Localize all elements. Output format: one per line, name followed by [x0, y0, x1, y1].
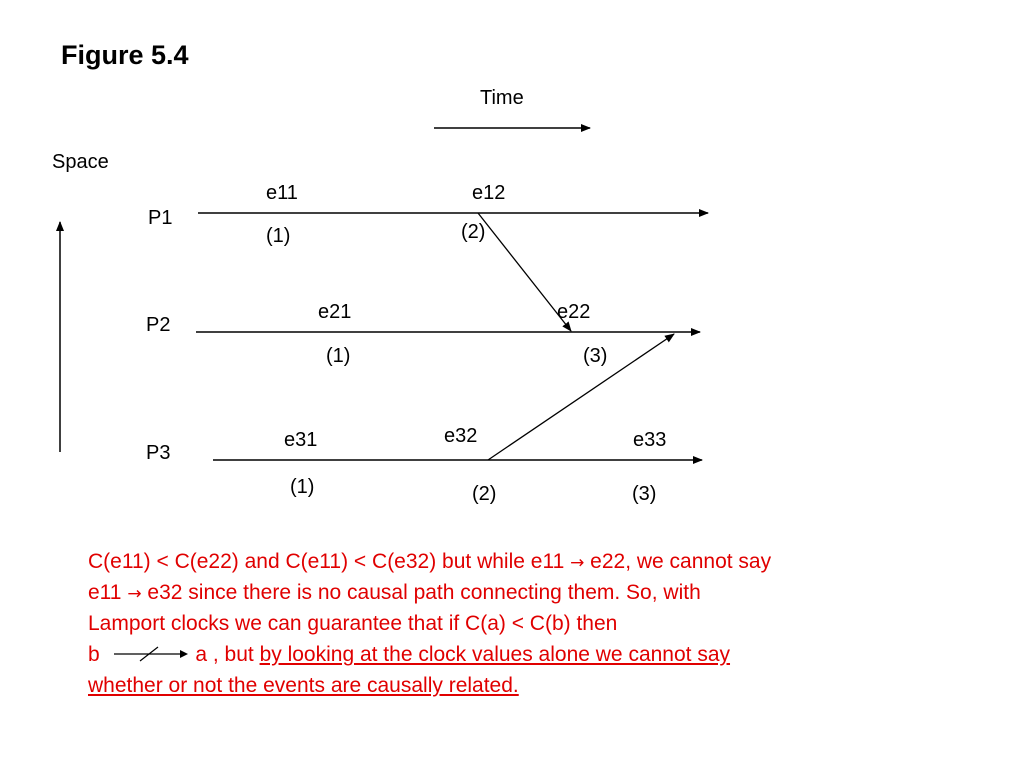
event-label-e31: e31 [284, 429, 318, 451]
explanation-caption [88, 546, 948, 701]
causal-arrow-icon: → [570, 553, 585, 573]
clock-value-e33: (3) [632, 483, 657, 505]
clock-value-e11: (1) [266, 225, 291, 247]
event-label-e33: e33 [633, 429, 667, 451]
time-axis-label: Time [480, 87, 524, 109]
clock-value-e32: (2) [472, 483, 497, 505]
clock-value-e12: (2) [461, 221, 486, 243]
clock-value-e21: (1) [326, 345, 351, 367]
process-label-p3: P3 [146, 442, 171, 464]
event-label-e21: e21 [318, 301, 352, 323]
event-label-e11: e11 [266, 182, 298, 204]
figure-title: Figure 5.4 [61, 40, 189, 70]
not-causal-arrow-icon [106, 644, 190, 664]
space-axis-label: Space [52, 151, 109, 173]
caption-line-2: e11 → e32 since there is no causal path connecting them. So, with [88, 581, 701, 604]
causal-arrow-icon: → [127, 584, 142, 604]
caption-line-5: whether or not the events are causally related. [88, 674, 519, 697]
clock-value-e22: (3) [583, 345, 608, 367]
event-label-e22: e22 [557, 301, 591, 323]
event-label-e32: e32 [444, 425, 478, 447]
caption-line-1: C(e11) < C(e22) and C(e11) < C(e32) but while e11 → e22, we cannot say [88, 550, 772, 573]
process-label-p2: P2 [146, 314, 171, 336]
caption-line-4: b a , but by looking at the clock values alone we cannot say [88, 643, 731, 666]
event-label-e12: e12 [472, 182, 506, 204]
process-label-p1: P1 [148, 207, 173, 229]
caption-line-3: Lamport clocks we can guarantee that if C(a) < C(b) then [88, 612, 618, 635]
clock-value-e31: (1) [290, 476, 315, 498]
